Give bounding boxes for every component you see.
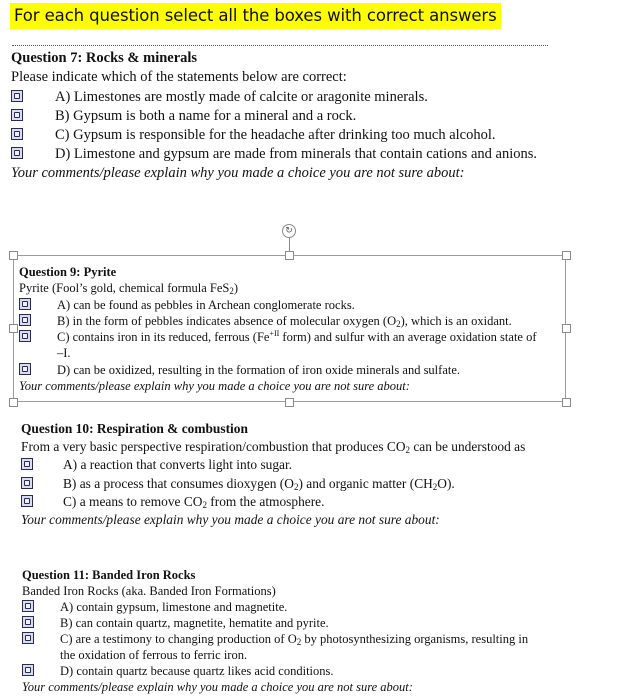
option-row (11, 126, 496, 145)
comment-prompt: Your comments/please explain why you made a choice you are not sure about: (21, 511, 440, 527)
checkbox[interactable] (22, 632, 34, 644)
comment-prompt: Your comments/please explain why you made a choice you are not sure about: (19, 379, 410, 394)
option-label-continuation: the oxidation of ferrous to ferric iron. (60, 648, 248, 662)
comment-prompt: Your comments/please explain why you made a choice you are not sure about: (22, 680, 413, 694)
question-title: Question 10: Respiration & combustion (21, 421, 248, 436)
question-title: Question 11: Banded Iron Rocks (22, 568, 196, 582)
checkbox[interactable] (21, 458, 33, 470)
checkbox[interactable] (22, 616, 34, 628)
checkbox[interactable] (19, 314, 31, 326)
option-label: C) contains iron in its reduced, ferrous ($Fe^{+II}$ form) and sulfur with an average oxidation state of (57, 329, 537, 345)
rotate-handle-icon[interactable]: ↻ (282, 224, 296, 238)
resize-handle-bottom-right[interactable] (562, 398, 571, 407)
checkbox[interactable] (11, 128, 23, 140)
resize-handle-right[interactable] (562, 324, 571, 333)
question-9 (19, 264, 537, 394)
checkbox[interactable] (11, 147, 23, 159)
option-label: A) contain gypsum, limestone and magnetite. (60, 600, 288, 614)
option-row (22, 631, 529, 647)
option-label: D) contain quartz because quartz likes acid conditions. (60, 664, 334, 678)
question-prompt: From a very basic perspective respiration/combustion that produces $CO_2$ can be understood as (21, 439, 526, 456)
resize-handle-bottom[interactable] (285, 398, 294, 407)
option-row (22, 599, 413, 615)
checkbox[interactable] (19, 330, 31, 342)
option-row (22, 663, 413, 679)
checkbox[interactable] (21, 495, 33, 507)
option-label: A) Limestones are mostly made of calcite or aragonite minerals. (55, 88, 428, 105)
option-row (11, 107, 464, 126)
option-row (19, 297, 410, 313)
checkbox[interactable] (22, 600, 34, 612)
checkbox[interactable] (19, 363, 31, 375)
option-label: B) Gypsum is both a name for a mineral and a rock. (55, 107, 357, 124)
option-row (19, 313, 512, 329)
checkbox[interactable] (11, 109, 23, 121)
question-11 (22, 567, 529, 695)
question-prompt: Pyrite (Fool’s gold, chemical formula FeS$_2$) (19, 281, 239, 297)
option-row (11, 145, 537, 164)
option-row (21, 475, 525, 493)
instruction-banner: For each question select all the boxes with correct answers (10, 3, 501, 29)
option-row (21, 493, 525, 511)
checkbox[interactable] (11, 90, 23, 102)
question-title: Question 9: Pyrite (19, 265, 117, 279)
checkbox[interactable] (21, 477, 33, 489)
resize-handle-top-left[interactable] (9, 251, 18, 260)
option-label: D) can be oxidized, resulting in the formation of iron oxide minerals and sulfate. (57, 362, 461, 377)
option-label: B) can contain quartz, magnetite, hematite and pyrite. (60, 616, 329, 630)
option-row (21, 456, 525, 474)
checkbox[interactable] (19, 298, 31, 310)
option-row (19, 362, 461, 378)
option-label: A) can be found as pebbles in Archean conglomerate rocks. (57, 297, 355, 312)
option-row (11, 88, 464, 107)
resize-handle-left[interactable] (9, 324, 18, 333)
option-label: D) Limestone and gypsum are made from minerals that contain cations and anions. (55, 145, 537, 162)
option-label: C) a means to remove $CO_2$ from the atmosphere. (63, 493, 325, 510)
option-row (19, 329, 537, 345)
option-label: B) in the form of pebbles indicates absence of molecular oxygen $(O_2)$, which is an oxidant. (57, 313, 512, 329)
question-10 (21, 420, 525, 529)
option-label: B) as a process that consumes dioxygen $(O_2)$ and organic matter $(CH_2O)$. (63, 475, 455, 492)
dotted-divider (12, 45, 548, 46)
resize-handle-bottom-left[interactable] (9, 398, 18, 407)
resize-handle-top[interactable] (285, 251, 294, 260)
option-row (22, 615, 413, 631)
resize-handle-top-right[interactable] (562, 251, 571, 260)
checkbox[interactable] (22, 664, 34, 676)
option-label-continuation: –I. (57, 346, 71, 361)
question-prompt: Please indicate which of the statements below are correct: (11, 69, 347, 86)
option-label: C) are a testimony to changing production of $O_2$ by photosynthesizing organisms, resulting in (60, 632, 529, 647)
option-label: C) Gypsum is responsible for the headache after drinking too much alcohol. (55, 126, 496, 143)
question-title: Question 7: Rocks & minerals (11, 50, 198, 66)
comment-prompt: Your comments/please explain why you made a choice you are not sure about: (11, 164, 465, 181)
question-prompt: Banded Iron Rocks (aka. Banded Iron Formations) (22, 584, 276, 598)
question-7 (11, 49, 537, 183)
option-label: A) a reaction that converts light into sugar. (63, 457, 293, 473)
